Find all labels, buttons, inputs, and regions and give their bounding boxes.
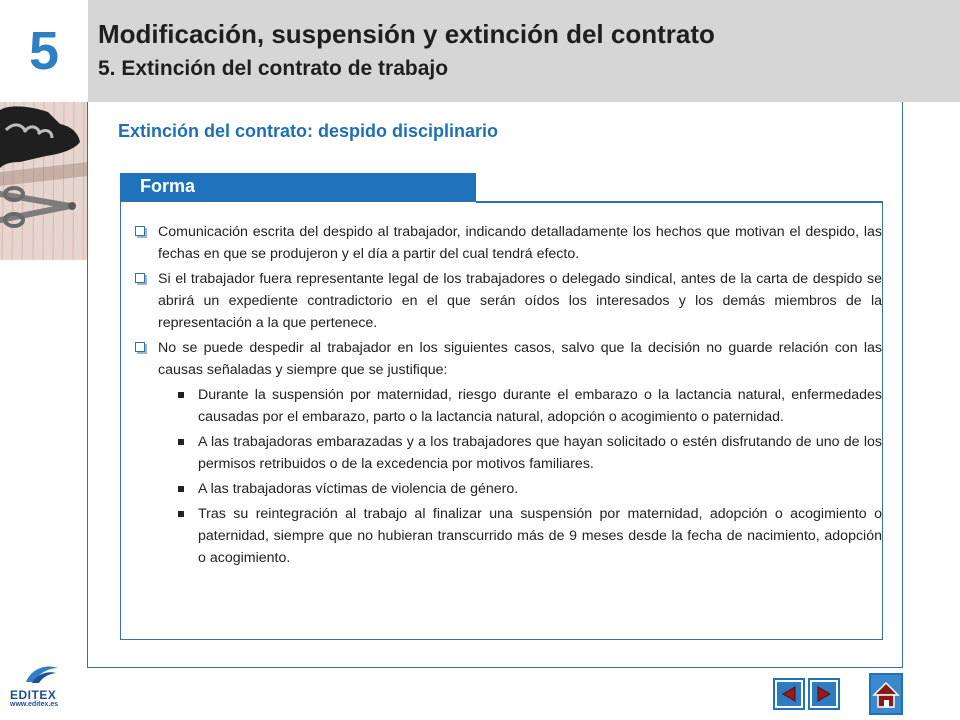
logo-url: www.editex.es bbox=[10, 701, 58, 708]
next-arrow-icon bbox=[815, 685, 833, 703]
square-bullet-icon bbox=[178, 439, 184, 445]
logo-icon bbox=[8, 662, 68, 688]
logo-text: EDITEX bbox=[10, 688, 57, 702]
previous-button[interactable] bbox=[775, 680, 803, 708]
page-title: Modificación, suspensión y extinción del contrato bbox=[98, 19, 715, 49]
content-body bbox=[130, 221, 882, 572]
square-bullet-icon bbox=[178, 511, 184, 517]
previous-arrow-icon bbox=[780, 685, 798, 703]
list-item-text: No se puede despedir al trabajador en los siguientes casos, salvo que la decisión no guarde relación con las causas señaladas y siempre que se justifique: bbox=[158, 340, 882, 378]
checkbox-bullet-icon bbox=[135, 273, 145, 283]
sub-list-item bbox=[130, 384, 882, 428]
checkbox-bullet-icon bbox=[135, 342, 145, 352]
decorative-hand-scissors-image bbox=[0, 102, 88, 260]
section-heading: Extinción del contrato: despido disciplinario bbox=[118, 121, 499, 141]
chapter-number: 5 bbox=[28, 21, 60, 81]
square-bullet-icon bbox=[178, 392, 184, 398]
list-item-text: Si el trabajador fuera representante legal de los trabajadores o delegado sindical, antes de la carta de despido se abrirá un expediente contradictorio en el que serán oídos los interesados y los demás miembros de la representación a la que pertenece. bbox=[158, 271, 882, 331]
home-icon bbox=[871, 675, 901, 713]
sub-list-item-text: A las trabajadoras víctimas de violencia de género. bbox=[198, 481, 519, 497]
list-item-text: Comunicación escrita del despido al trabajador, indicando detalladamente los hechos que motivan el despido, las fechas en que se produjeron y el día a partir del cual tendrá efecto. bbox=[158, 224, 882, 262]
next-button[interactable] bbox=[810, 680, 838, 708]
checkbox-bullet-icon bbox=[135, 226, 145, 236]
sub-list-item bbox=[130, 503, 882, 569]
sub-list-item-text: Tras su reintegración al trabajo al finalizar una suspensión por maternidad, adopción o acogimiento o paternidad, siempre que no hubieran transcurrido más de 9 meses desde la fecha de nacimiento, adopción o acogimiento. bbox=[198, 506, 882, 566]
sub-list-item bbox=[130, 431, 882, 475]
sub-list-item-text: A las trabajadoras embarazadas y a los trabajadores que hayan solicitado o estén disfrutando de uno de los permisos retribuidos o de la excedencia por motivos familiares. bbox=[198, 434, 882, 472]
home-button[interactable] bbox=[869, 673, 903, 715]
sub-list-item-text: Durante la suspensión por maternidad, riesgo durante el embarazo o la lactancia natural, enfermedades causadas por el embarazo, parto o la lactancia natural, adopción o acogimiento o paternidad. bbox=[198, 387, 882, 425]
list-item bbox=[130, 268, 882, 334]
sub-list-item bbox=[130, 478, 882, 500]
list-item bbox=[130, 221, 882, 265]
page-subtitle: 5. Extinción del contrato de trabajo bbox=[98, 57, 449, 80]
hand-scissors-illustration bbox=[0, 102, 88, 260]
section-tab-label: Forma bbox=[140, 176, 196, 196]
square-bullet-icon bbox=[178, 486, 184, 492]
list-item bbox=[130, 337, 882, 381]
header-band bbox=[88, 0, 960, 102]
